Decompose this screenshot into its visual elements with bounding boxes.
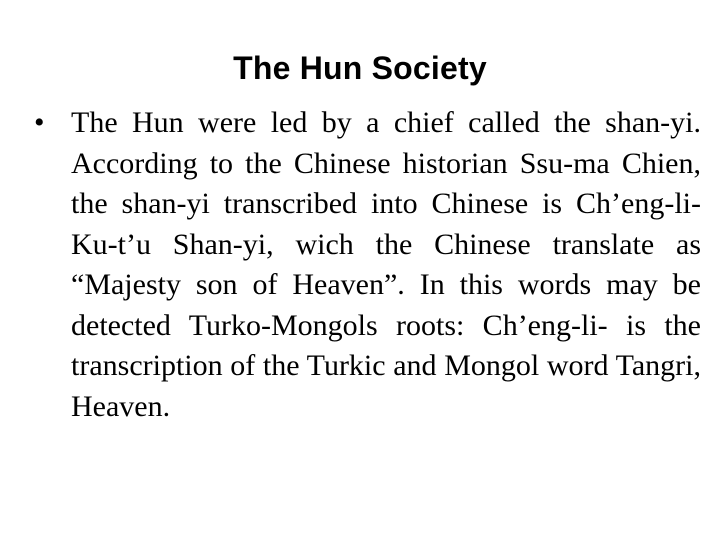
bullet-text: The Hun were led by a chief called the shan-yi. According to the Chinese historian Ssu-ma Chien, the shan-yi transcribed into Chinese is Ch’eng-li-Ku-t’u Shan-yi, wich the Chinese translate as “Majesty son of Heaven”. In this words may be detected Turko-Mongols roots: Ch’eng-li- is the transcription of the Turkic and Mongol word Tangri, Heaven. bbox=[71, 106, 701, 423]
bullet-icon: • bbox=[34, 106, 45, 139]
slide-title: The Hun Society bbox=[233, 50, 487, 86]
